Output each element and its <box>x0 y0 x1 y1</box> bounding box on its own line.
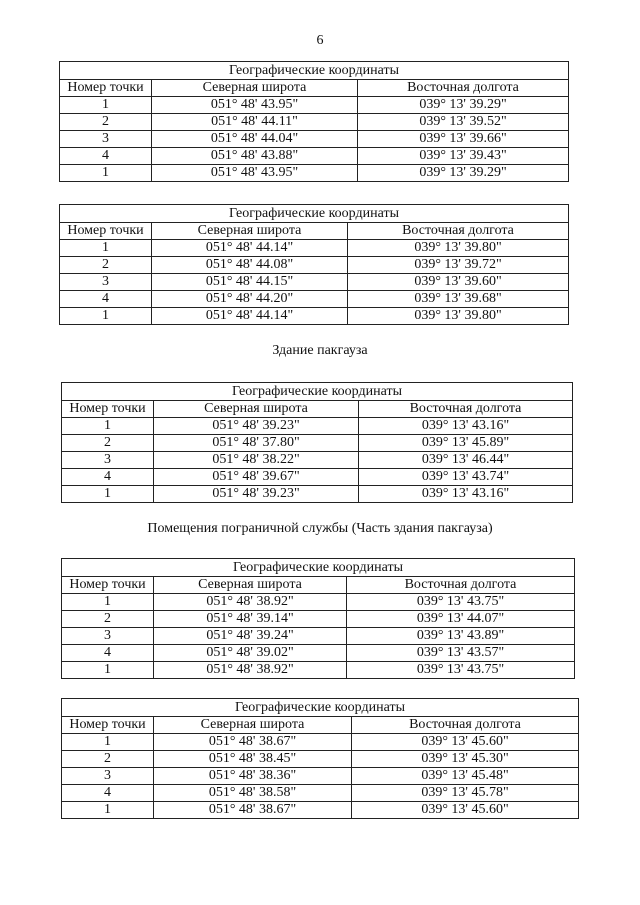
point-number-cell: 4 <box>62 785 154 802</box>
point-number-cell: 1 <box>60 165 152 182</box>
column-header: Восточная долгота <box>359 401 573 418</box>
table-row <box>62 435 573 452</box>
longitude-cell: 039° 13' 39.43" <box>358 148 569 165</box>
section-heading: Помещения пограничной службы (Часть здания пакгауза) <box>147 521 493 536</box>
column-header: Восточная долгота <box>347 577 575 594</box>
latitude-cell: 051° 48' 44.14" <box>152 308 348 325</box>
point-number-cell: 4 <box>60 291 152 308</box>
column-header: Номер точки <box>62 401 154 418</box>
latitude-cell: 051° 48' 38.36" <box>154 768 352 785</box>
latitude-cell: 051° 48' 44.15" <box>152 274 348 291</box>
point-number-cell: 1 <box>62 802 154 819</box>
table-row <box>60 114 569 131</box>
point-number-cell: 3 <box>62 452 154 469</box>
table-row <box>62 662 575 679</box>
table-row <box>62 802 579 819</box>
longitude-cell: 039° 13' 39.72" <box>348 257 569 274</box>
longitude-cell: 039° 13' 45.60" <box>352 734 579 751</box>
longitude-cell: 039° 13' 39.60" <box>348 274 569 291</box>
longitude-cell: 039° 13' 45.60" <box>352 802 579 819</box>
table-row <box>62 645 575 662</box>
point-number-cell: 4 <box>62 469 154 486</box>
column-header: Восточная долгота <box>352 717 579 734</box>
column-header: Северная широта <box>152 223 348 240</box>
latitude-cell: 051° 48' 38.92" <box>154 594 347 611</box>
table-row <box>60 291 569 308</box>
table-caption: Географические координаты <box>62 559 575 577</box>
longitude-cell: 039° 13' 44.07" <box>347 611 575 628</box>
point-number-cell: 1 <box>60 97 152 114</box>
longitude-cell: 039° 13' 45.30" <box>352 751 579 768</box>
table-row <box>62 734 579 751</box>
coordinates-table <box>59 204 569 325</box>
point-number-cell: 2 <box>62 435 154 452</box>
latitude-cell: 051° 48' 44.04" <box>152 131 358 148</box>
latitude-cell: 051° 48' 43.95" <box>152 97 358 114</box>
longitude-cell: 039° 13' 39.80" <box>348 240 569 257</box>
point-number-cell: 1 <box>62 734 154 751</box>
table-row <box>62 418 573 435</box>
latitude-cell: 051° 48' 38.92" <box>154 662 347 679</box>
column-header: Восточная долгота <box>358 80 569 97</box>
coordinates-table <box>59 61 569 182</box>
longitude-cell: 039° 13' 43.16" <box>359 486 573 503</box>
table-row <box>60 148 569 165</box>
latitude-cell: 051° 48' 44.08" <box>152 257 348 274</box>
latitude-cell: 051° 48' 44.14" <box>152 240 348 257</box>
latitude-cell: 051° 48' 39.23" <box>154 486 359 503</box>
latitude-cell: 051° 48' 38.58" <box>154 785 352 802</box>
table-caption: Географические координаты <box>62 383 573 401</box>
longitude-cell: 039° 13' 43.75" <box>347 662 575 679</box>
point-number-cell: 1 <box>62 594 154 611</box>
latitude-cell: 051° 48' 39.23" <box>154 418 359 435</box>
latitude-cell: 051° 48' 37.80" <box>154 435 359 452</box>
column-header: Восточная долгота <box>348 223 569 240</box>
point-number-cell: 1 <box>60 240 152 257</box>
table-header-row <box>60 223 569 240</box>
table-caption: Географические координаты <box>62 699 579 717</box>
table-row <box>60 97 569 114</box>
point-number-cell: 1 <box>60 308 152 325</box>
coordinates-table <box>61 382 573 503</box>
table-row <box>60 240 569 257</box>
point-number-cell: 3 <box>62 768 154 785</box>
table-row <box>60 165 569 182</box>
table-row <box>60 308 569 325</box>
point-number-cell: 2 <box>62 751 154 768</box>
point-number-cell: 4 <box>62 645 154 662</box>
table-row <box>62 611 575 628</box>
table-row <box>60 257 569 274</box>
point-number-cell: 1 <box>62 662 154 679</box>
coordinates-table <box>61 698 579 819</box>
point-number-cell: 3 <box>60 274 152 291</box>
longitude-cell: 039° 13' 43.74" <box>359 469 573 486</box>
longitude-cell: 039° 13' 39.29" <box>358 97 569 114</box>
point-number-cell: 3 <box>62 628 154 645</box>
table-row <box>60 274 569 291</box>
column-header: Номер точки <box>60 223 152 240</box>
page-number: 6 <box>316 33 324 48</box>
longitude-cell: 039° 13' 39.29" <box>358 165 569 182</box>
table-row <box>62 594 575 611</box>
table-header-row <box>60 80 569 97</box>
table-row <box>62 486 573 503</box>
longitude-cell: 039° 13' 43.57" <box>347 645 575 662</box>
latitude-cell: 051° 48' 38.67" <box>154 802 352 819</box>
longitude-cell: 039° 13' 45.78" <box>352 785 579 802</box>
latitude-cell: 051° 48' 44.11" <box>152 114 358 131</box>
latitude-cell: 051° 48' 44.20" <box>152 291 348 308</box>
column-header: Северная широта <box>152 80 358 97</box>
latitude-cell: 051° 48' 43.88" <box>152 148 358 165</box>
point-number-cell: 1 <box>62 486 154 503</box>
longitude-cell: 039° 13' 43.16" <box>359 418 573 435</box>
column-header: Северная широта <box>154 577 347 594</box>
column-header: Номер точки <box>62 717 154 734</box>
longitude-cell: 039° 13' 39.68" <box>348 291 569 308</box>
table-row <box>62 452 573 469</box>
latitude-cell: 051° 48' 39.24" <box>154 628 347 645</box>
longitude-cell: 039° 13' 45.48" <box>352 768 579 785</box>
coordinates-table <box>61 558 575 679</box>
column-header: Северная широта <box>154 401 359 418</box>
table-row <box>60 131 569 148</box>
longitude-cell: 039° 13' 45.89" <box>359 435 573 452</box>
latitude-cell: 051° 48' 43.95" <box>152 165 358 182</box>
table-header-row <box>62 717 579 734</box>
longitude-cell: 039° 13' 39.66" <box>358 131 569 148</box>
longitude-cell: 039° 13' 43.75" <box>347 594 575 611</box>
point-number-cell: 1 <box>62 418 154 435</box>
latitude-cell: 051° 48' 38.45" <box>154 751 352 768</box>
point-number-cell: 2 <box>60 257 152 274</box>
latitude-cell: 051° 48' 39.02" <box>154 645 347 662</box>
table-row <box>62 469 573 486</box>
table-caption: Географические координаты <box>60 62 569 80</box>
point-number-cell: 2 <box>62 611 154 628</box>
longitude-cell: 039° 13' 39.52" <box>358 114 569 131</box>
table-header-row <box>62 401 573 418</box>
column-header: Северная широта <box>154 717 352 734</box>
column-header: Номер точки <box>62 577 154 594</box>
column-header: Номер точки <box>60 80 152 97</box>
table-row <box>62 768 579 785</box>
longitude-cell: 039° 13' 39.80" <box>348 308 569 325</box>
point-number-cell: 4 <box>60 148 152 165</box>
latitude-cell: 051° 48' 39.67" <box>154 469 359 486</box>
point-number-cell: 2 <box>60 114 152 131</box>
latitude-cell: 051° 48' 38.67" <box>154 734 352 751</box>
table-row <box>62 751 579 768</box>
longitude-cell: 039° 13' 43.89" <box>347 628 575 645</box>
longitude-cell: 039° 13' 46.44" <box>359 452 573 469</box>
section-heading: Здание пакгауза <box>272 343 368 358</box>
point-number-cell: 3 <box>60 131 152 148</box>
table-row <box>62 785 579 802</box>
table-caption: Географические координаты <box>60 205 569 223</box>
table-header-row <box>62 577 575 594</box>
latitude-cell: 051° 48' 39.14" <box>154 611 347 628</box>
table-row <box>62 628 575 645</box>
latitude-cell: 051° 48' 38.22" <box>154 452 359 469</box>
